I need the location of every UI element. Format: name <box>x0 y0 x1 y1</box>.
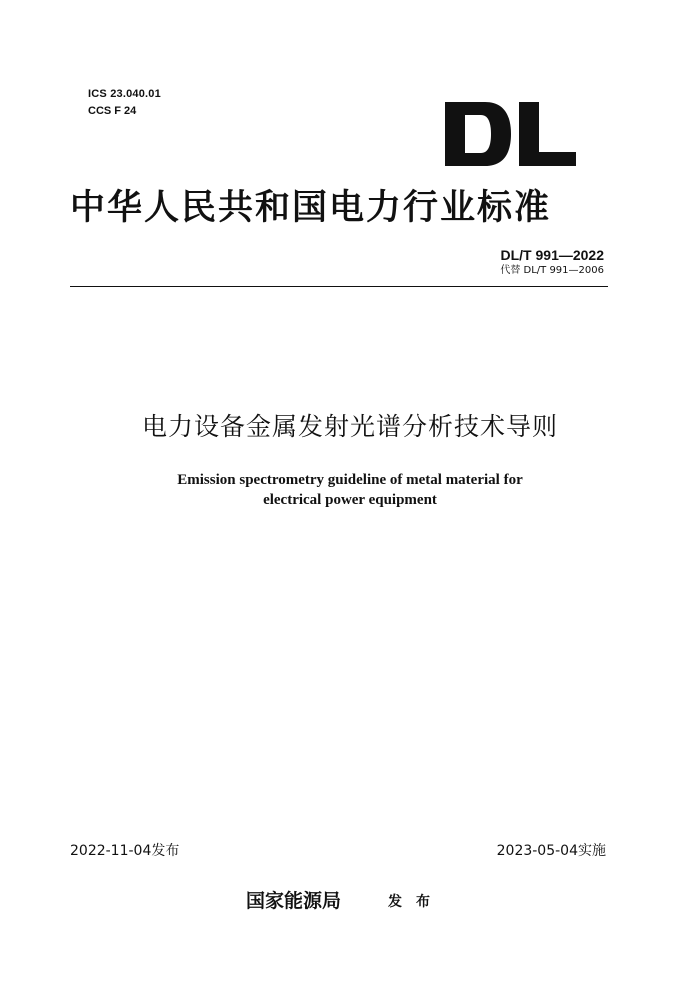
issue-date: 2022-11-04发布 <box>70 843 180 859</box>
dl-logo <box>443 102 578 166</box>
implementation-date: 2023-05-04实施 <box>496 843 606 859</box>
publish-label: 发布 <box>388 894 444 910</box>
publisher-name: 国家能源局 <box>246 890 342 912</box>
english-title <box>0 470 700 510</box>
dl-logo-letter-d <box>445 102 511 166</box>
header-divider <box>70 286 608 287</box>
english-title-line-2: electrical power equipment <box>263 492 437 508</box>
ics-code: ICS 23.040.01 <box>88 88 161 100</box>
chinese-title: 电力设备金属发射光谱分析技术导则 <box>141 412 558 441</box>
ccs-code: CCS F 24 <box>88 105 137 117</box>
english-title-line-1: Emission spectrometry guideline of metal material for <box>177 472 523 488</box>
dl-logo-letter-l <box>519 102 576 166</box>
standard-number: DL/T 991—2022 <box>500 247 604 263</box>
replaced-standard: 代替 DL/T 991—2006 <box>500 265 604 276</box>
industry-standard-title: 中华人民共和国电力行业标准 <box>70 187 552 228</box>
